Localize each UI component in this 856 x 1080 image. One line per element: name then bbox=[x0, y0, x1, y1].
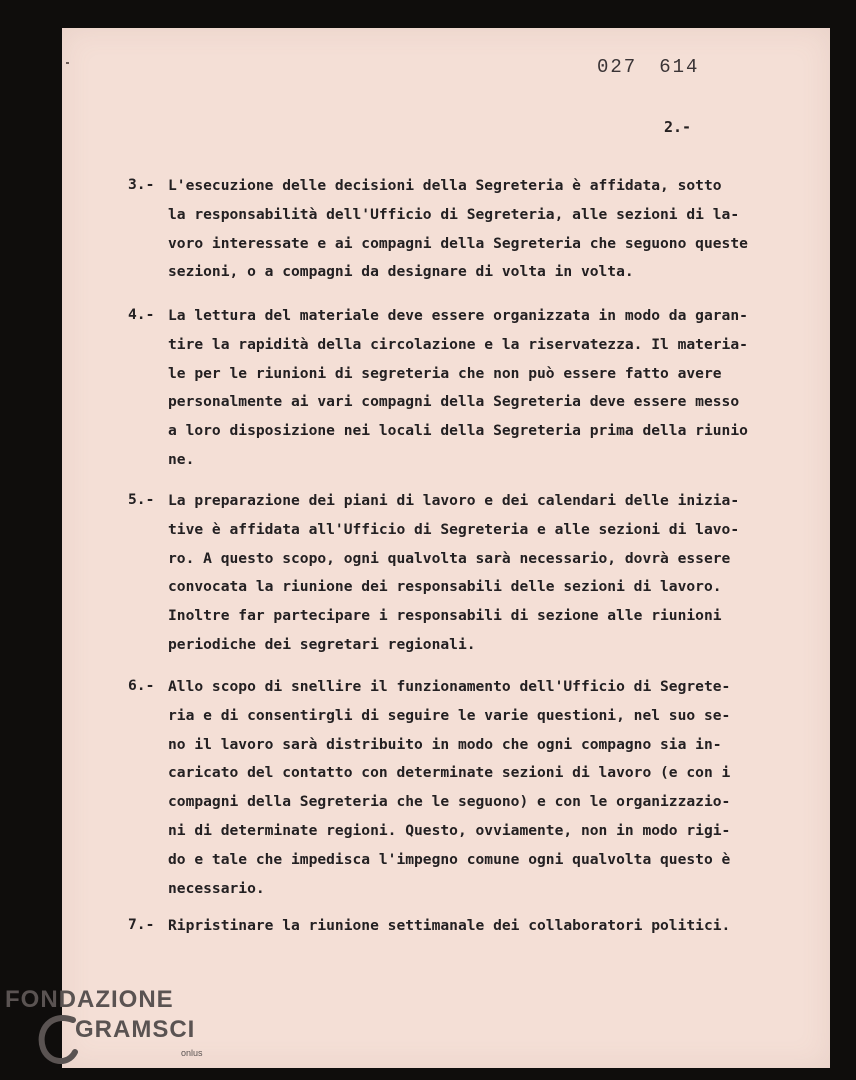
text-line: La preparazione dei piani di lavoro e dei calendari delle inizia- bbox=[168, 492, 740, 509]
text-line: personalmente ai vari compagni della Segreteria deve essere messo bbox=[168, 393, 740, 411]
item-number: 5.- bbox=[128, 491, 155, 508]
g-swirl-icon bbox=[35, 1010, 79, 1068]
text-line: ria e di consentirgli di seguire le varie questioni, nel suo se- bbox=[168, 706, 731, 724]
archive-number bbox=[597, 56, 699, 78]
text-line: L'esecuzione delle decisioni della Segreteria è affidata, sotto bbox=[168, 177, 722, 194]
watermark-line3: onlus bbox=[181, 1048, 203, 1058]
text-line: ne. bbox=[168, 450, 195, 468]
item-number: 6.- bbox=[128, 677, 155, 694]
paragraph-text bbox=[168, 176, 808, 291]
watermark-line1: FONDAZIONE bbox=[5, 986, 174, 1013]
text-line: caricato del contatto con determinate sezioni di lavoro (e con i bbox=[168, 764, 731, 782]
item-number: 4.- bbox=[128, 306, 155, 323]
text-line: do e tale che impedisca l'impegno comune ogni qualvolta questo è bbox=[168, 850, 731, 868]
paper-mark bbox=[66, 62, 69, 64]
page-number: 2.- bbox=[664, 118, 692, 136]
text-line: Inoltre far partecipare i responsabili di sezione alle riunioni bbox=[168, 607, 722, 625]
text-line: no il lavoro sarà distribuito in modo che ogni compagno sia in- bbox=[168, 735, 722, 753]
text-line: compagni della Segreteria che le seguono) e con le organizzazio- bbox=[168, 793, 731, 811]
text-line: tive è affidata all'Ufficio di Segreteria e alle sezioni di lavo- bbox=[168, 520, 740, 538]
text-line: Allo scopo di snellire il funzionamento dell'Ufficio di Segrete- bbox=[168, 678, 731, 695]
text-line: La lettura del materiale deve essere organizzata in modo da garan- bbox=[168, 307, 748, 324]
text-line: voro interessate e ai compagni della Segreteria che seguono queste bbox=[168, 234, 748, 252]
archive-number-part2: 614 bbox=[659, 56, 700, 78]
text-line: sezioni, o a compagni da designare di volta in volta. bbox=[168, 263, 634, 281]
text-line: necessario. bbox=[168, 879, 265, 897]
paragraph-text bbox=[168, 677, 808, 907]
archive-number-part1: 027 bbox=[597, 56, 638, 78]
item-number: 7.- bbox=[128, 916, 155, 933]
text-line: ro. A questo scopo, ogni qualvolta sarà necessario, dovrà essere bbox=[168, 549, 731, 567]
item-number: 3.- bbox=[128, 176, 155, 193]
watermark-logo bbox=[5, 986, 225, 1080]
paragraph-text bbox=[168, 916, 808, 945]
text-line: ni di determinate regioni. Questo, ovviamente, non in modo rigi- bbox=[168, 821, 731, 839]
text-line: convocata la riunione dei responsabili delle sezioni di lavoro. bbox=[168, 578, 722, 596]
text-line: a loro disposizione nei locali della Segreteria prima della riunio bbox=[168, 422, 748, 440]
watermark-line2: GRAMSCI bbox=[75, 1016, 196, 1043]
paragraph-text bbox=[168, 306, 808, 479]
text-line: le per le riunioni di segreteria che non può essere fatto avere bbox=[168, 364, 722, 382]
paragraph-text bbox=[168, 491, 808, 664]
text-line: la responsabilità dell'Ufficio di Segreteria, alle sezioni di la- bbox=[168, 205, 740, 223]
text-line: periodiche dei segretari regionali. bbox=[168, 635, 476, 653]
text-line: tire la rapidità della circolazione e la riservatezza. Il materia- bbox=[168, 335, 748, 353]
text-line: Ripristinare la riunione settimanale dei collaboratori politici. bbox=[168, 917, 731, 934]
